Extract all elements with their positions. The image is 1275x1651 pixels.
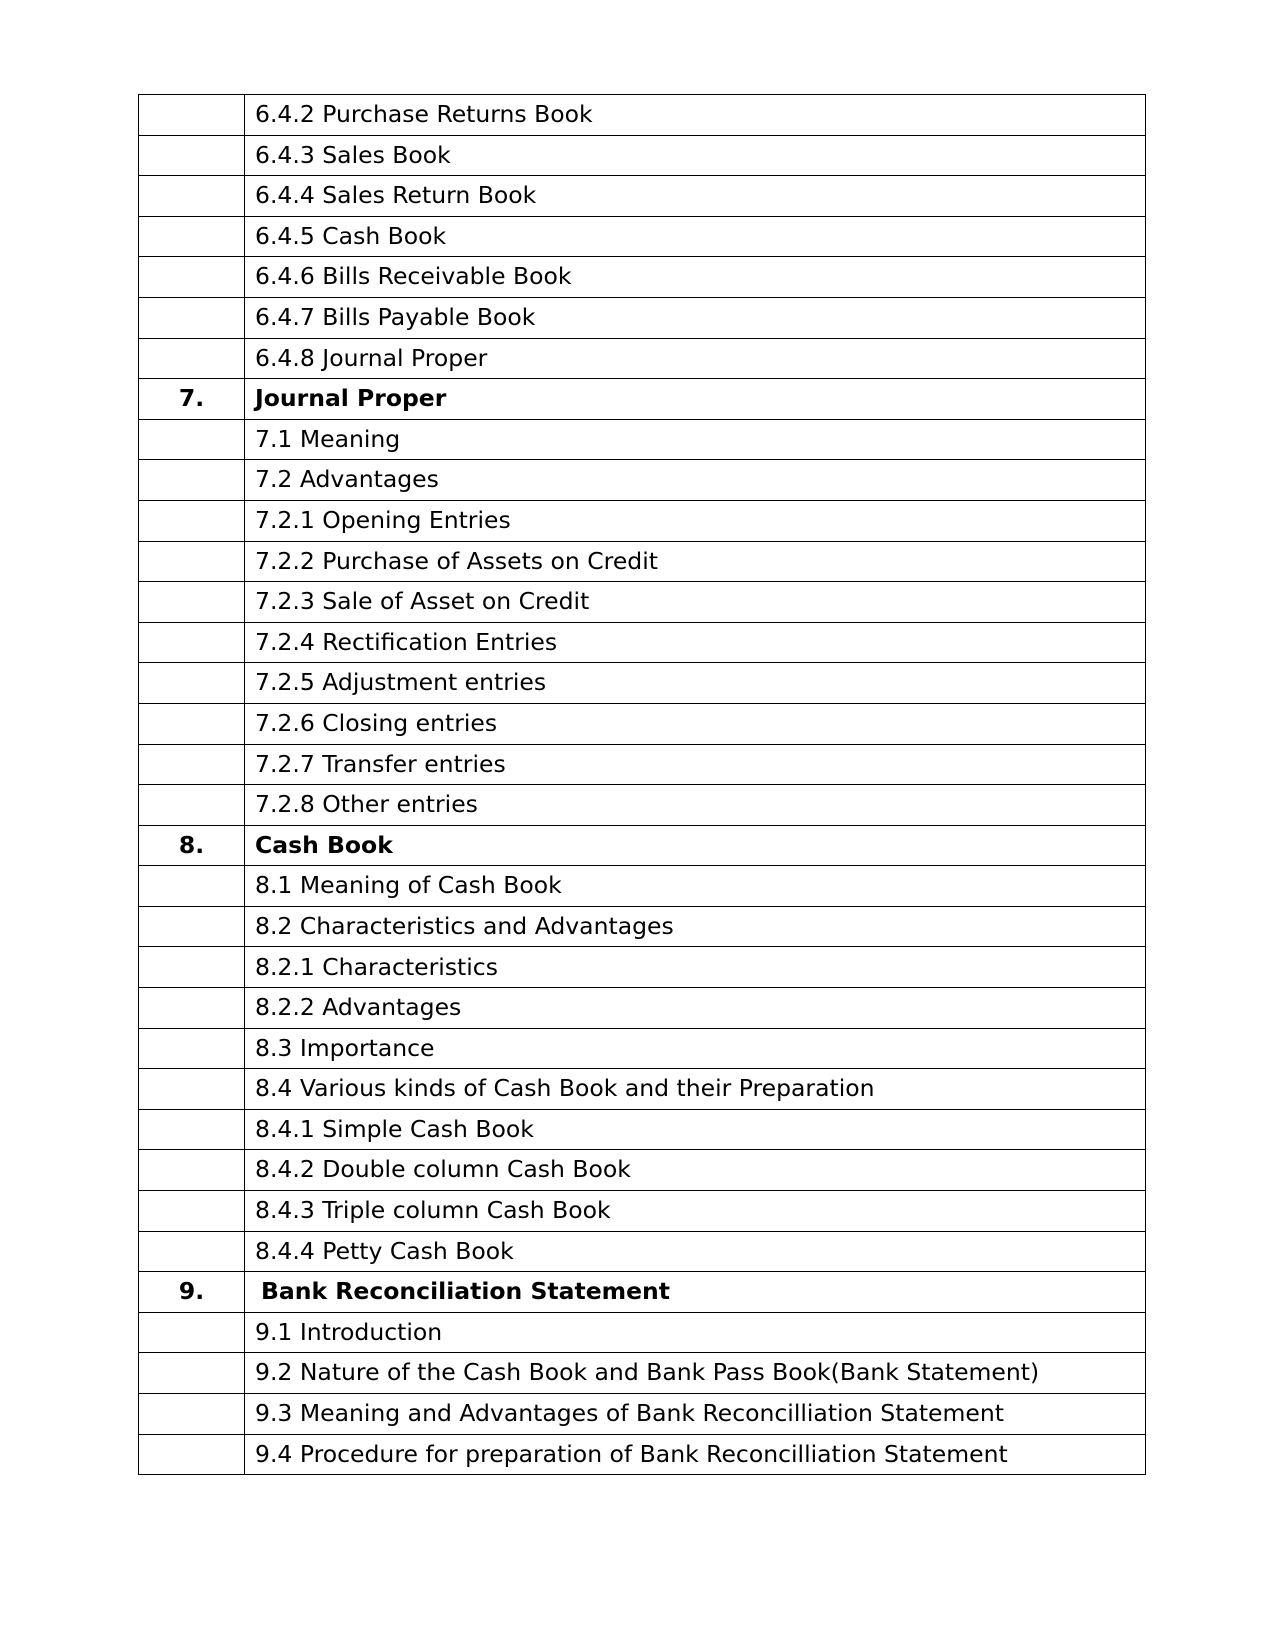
row-number: [139, 95, 245, 136]
row-topic: 7.2.4 Rectification Entries: [245, 622, 1146, 663]
row-number: [139, 1434, 245, 1475]
syllabus-table-body: [139, 95, 1146, 1475]
row-topic: 8.4.3 Triple column Cash Book: [245, 1191, 1146, 1232]
table-row: [139, 866, 1146, 907]
table-row: [139, 1353, 1146, 1394]
row-topic: 8.1 Meaning of Cash Book: [245, 866, 1146, 907]
row-topic: 8.4.4 Petty Cash Book: [245, 1231, 1146, 1272]
row-number: [139, 1150, 245, 1191]
row-number: [139, 866, 245, 907]
row-topic: 7.2 Advantages: [245, 460, 1146, 501]
row-number: [139, 216, 245, 257]
row-topic: 7.2.6 Closing entries: [245, 703, 1146, 744]
row-number: [139, 988, 245, 1029]
table-row: [139, 1109, 1146, 1150]
row-number: [139, 947, 245, 988]
row-number: [139, 582, 245, 623]
row-number: [139, 338, 245, 379]
table-row: [139, 582, 1146, 623]
table-row: [139, 1191, 1146, 1232]
table-row: [139, 1028, 1146, 1069]
table-row: [139, 541, 1146, 582]
row-number: [139, 785, 245, 826]
row-topic: 6.4.6 Bills Receivable Book: [245, 257, 1146, 298]
section-number: 7.: [139, 379, 245, 420]
table-row: [139, 663, 1146, 704]
row-topic: 8.2.1 Characteristics: [245, 947, 1146, 988]
section-title: Bank Reconciliation Statement: [245, 1272, 1146, 1313]
row-topic: 8.2 Characteristics and Advantages: [245, 906, 1146, 947]
row-number: [139, 1109, 245, 1150]
row-topic: 8.4 Various kinds of Cash Book and their Preparation: [245, 1069, 1146, 1110]
row-topic: 7.2.2 Purchase of Assets on Credit: [245, 541, 1146, 582]
table-row: [139, 988, 1146, 1029]
row-topic: 8.4.1 Simple Cash Book: [245, 1109, 1146, 1150]
row-number: [139, 135, 245, 176]
row-number: [139, 176, 245, 217]
table-row: [139, 500, 1146, 541]
row-number: [139, 541, 245, 582]
row-topic: 6.4.3 Sales Book: [245, 135, 1146, 176]
row-number: [139, 500, 245, 541]
row-topic: 7.2.5 Adjustment entries: [245, 663, 1146, 704]
section-heading-row: [139, 1272, 1146, 1313]
table-row: [139, 622, 1146, 663]
section-heading-row: [139, 825, 1146, 866]
row-topic: 6.4.7 Bills Payable Book: [245, 297, 1146, 338]
row-topic: 9.1 Introduction: [245, 1312, 1146, 1353]
table-row: [139, 216, 1146, 257]
row-topic: 6.4.2 Purchase Returns Book: [245, 95, 1146, 136]
row-number: [139, 1028, 245, 1069]
row-topic: 6.4.5 Cash Book: [245, 216, 1146, 257]
table-row: [139, 1069, 1146, 1110]
table-row: [139, 257, 1146, 298]
row-number: [139, 1069, 245, 1110]
section-heading-row: [139, 379, 1146, 420]
row-topic: 8.4.2 Double column Cash Book: [245, 1150, 1146, 1191]
row-number: [139, 1312, 245, 1353]
section-number: 9.: [139, 1272, 245, 1313]
row-number: [139, 460, 245, 501]
row-topic: 9.3 Meaning and Advantages of Bank Reconcilliation Statement: [245, 1394, 1146, 1435]
table-row: [139, 906, 1146, 947]
section-title: Cash Book: [245, 825, 1146, 866]
row-topic: 7.2.1 Opening Entries: [245, 500, 1146, 541]
row-number: [139, 663, 245, 704]
table-row: [139, 785, 1146, 826]
table-row: [139, 460, 1146, 501]
table-row: [139, 297, 1146, 338]
row-number: [139, 622, 245, 663]
row-topic: 9.4 Procedure for preparation of Bank Reconcilliation Statement: [245, 1434, 1146, 1475]
row-topic: 9.2 Nature of the Cash Book and Bank Pass Book(Bank Statement): [245, 1353, 1146, 1394]
row-topic: 6.4.4 Sales Return Book: [245, 176, 1146, 217]
row-number: [139, 1191, 245, 1232]
row-number: [139, 257, 245, 298]
section-number: 8.: [139, 825, 245, 866]
row-topic: 7.2.3 Sale of Asset on Credit: [245, 582, 1146, 623]
row-number: [139, 297, 245, 338]
row-number: [139, 906, 245, 947]
table-row: [139, 744, 1146, 785]
row-number: [139, 703, 245, 744]
table-row: [139, 947, 1146, 988]
syllabus-table: [138, 94, 1146, 1475]
row-topic: 6.4.8 Journal Proper: [245, 338, 1146, 379]
row-topic: 7.1 Meaning: [245, 419, 1146, 460]
table-row: [139, 176, 1146, 217]
row-topic: 7.2.8 Other entries: [245, 785, 1146, 826]
section-title: Journal Proper: [245, 379, 1146, 420]
table-row: [139, 338, 1146, 379]
row-number: [139, 744, 245, 785]
table-row: [139, 135, 1146, 176]
table-row: [139, 1394, 1146, 1435]
table-row: [139, 1231, 1146, 1272]
row-number: [139, 1353, 245, 1394]
row-number: [139, 1394, 245, 1435]
row-number: [139, 1231, 245, 1272]
row-number: [139, 419, 245, 460]
row-topic: 8.2.2 Advantages: [245, 988, 1146, 1029]
row-topic: 8.3 Importance: [245, 1028, 1146, 1069]
table-row: [139, 419, 1146, 460]
table-row: [139, 1312, 1146, 1353]
table-row: [139, 1150, 1146, 1191]
table-row: [139, 1434, 1146, 1475]
table-row: [139, 703, 1146, 744]
table-row: [139, 95, 1146, 136]
row-topic: 7.2.7 Transfer entries: [245, 744, 1146, 785]
